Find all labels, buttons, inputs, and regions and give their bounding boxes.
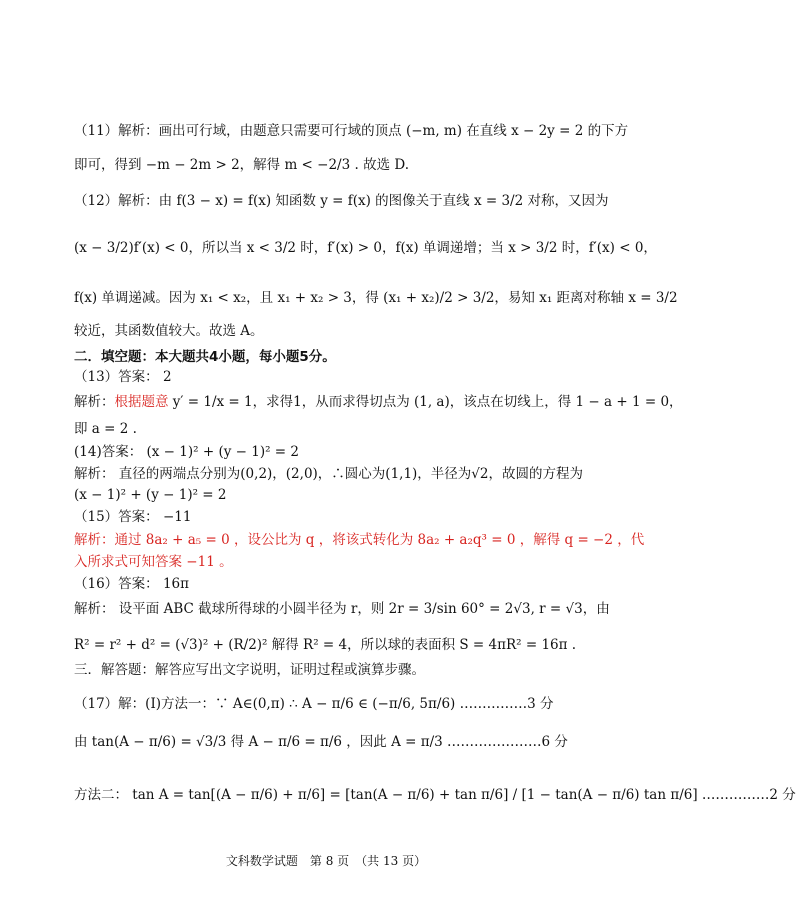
solution-14-line-1: 解析： 直径的两端点分别为(0,2)，(2,0)，∴圆心为(1,1)，半径为√2，故圆的方程为 [74,466,583,482]
page-footer: 文科数学试题 第 8 页 （共 13 页） [225,854,427,868]
solution-14-line-2: (x − 1)² + (y − 1)² = 2 [74,487,227,503]
solution-12-line-1: （12）解析：由 f(3 − x) = f(x) 知函数 y = f(x) 的图像关于直线 x = 3/2 对称，又因为 [74,193,609,209]
solution-15-line-1: 解析：通过 8a₂ + a₅ = 0 ，设公比为 q ，将该式转化为 8a₂ + a₂q³ = 0 ，解得 q = −2 ，代 [74,532,645,548]
solution-13-line-2: 即 a = 2 . [74,421,137,437]
solution-17-method-1-line-1: （17）解：(Ⅰ)方法一：∵ A∈(0,π) ∴ A − π/6 ∈ (−π/6, 5π/6) ……………3 分 [74,696,554,712]
section-answer-heading: 三．解答题：解答应写出文字说明，证明过程或演算步骤。 [74,662,425,678]
answer-14: (14)答案： (x − 1)² + (y − 1)² = 2 [74,444,299,460]
solution-17-method-2: 方法二： tan A = tan[(A − π/6) + π/6] = [tan(A − π/6) + tan π/6] / [1 − tan(A − π/6) tan π/6] ……………2 分 [74,787,796,803]
highlight-phrase: 根据题意 [114,394,169,410]
solution-13-text: y′ = 1/x = 1，求得1，从而求得切点为 (1, a)，该点在切线上，得 1 − a + 1 = 0， [168,394,683,410]
answer-15: （15）答案： −11 [74,509,192,525]
solution-11-line-1: （11）解析：画出可行域，由题意只需要可行域的顶点 (−m, m) 在直线 x − 2y = 2 的下方 [74,123,629,139]
analysis-label: 解析： [74,394,115,410]
solution-15-line-2: 入所求式可知答案 −11 。 [74,554,233,570]
solution-12-line-2: (x − 3/2)f′(x) < 0，所以当 x < 3/2 时，f′(x) > 0，f(x) 单调递增；当 x > 3/2 时，f′(x) < 0， [74,240,657,256]
section-fill-in-heading: 二．填空题：本大题共4小题，每小题5分。 [74,349,336,365]
solution-16-line-1: 解析： 设平面 ABC 截球所得球的小圆半径为 r，则 2r = 3/sin 60° = 2√3, r = √3，由 [74,601,610,617]
solution-11-line-2: 即可，得到 −m − 2m > 2，解得 m < −2/3 . 故选 D. [74,157,409,173]
solution-13-line-1 [74,393,683,411]
answer-13: （13）答案： 2 [74,369,172,385]
solution-16-line-2: R² = r² + d² = (√3)² + (R/2)² 解得 R² = 4，所以球的表面积 S = 4πR² = 16π . [74,637,577,653]
solution-17-method-1-line-2: 由 tan(A − π/6) = √3/3 得 A − π/6 = π/6 ，因此 A = π/3 …………………6 分 [74,734,568,750]
answer-16: （16）答案： 16π [74,576,190,592]
solution-12-line-4: 较近，其函数值较大。故选 A。 [74,323,264,339]
solution-12-line-3: f(x) 单调递减。因为 x₁ < x₂，且 x₁ + x₂ > 3，得 (x₁ + x₂)/2 > 3/2，易知 x₁ 距离对称轴 x = 3/2 [74,290,678,306]
